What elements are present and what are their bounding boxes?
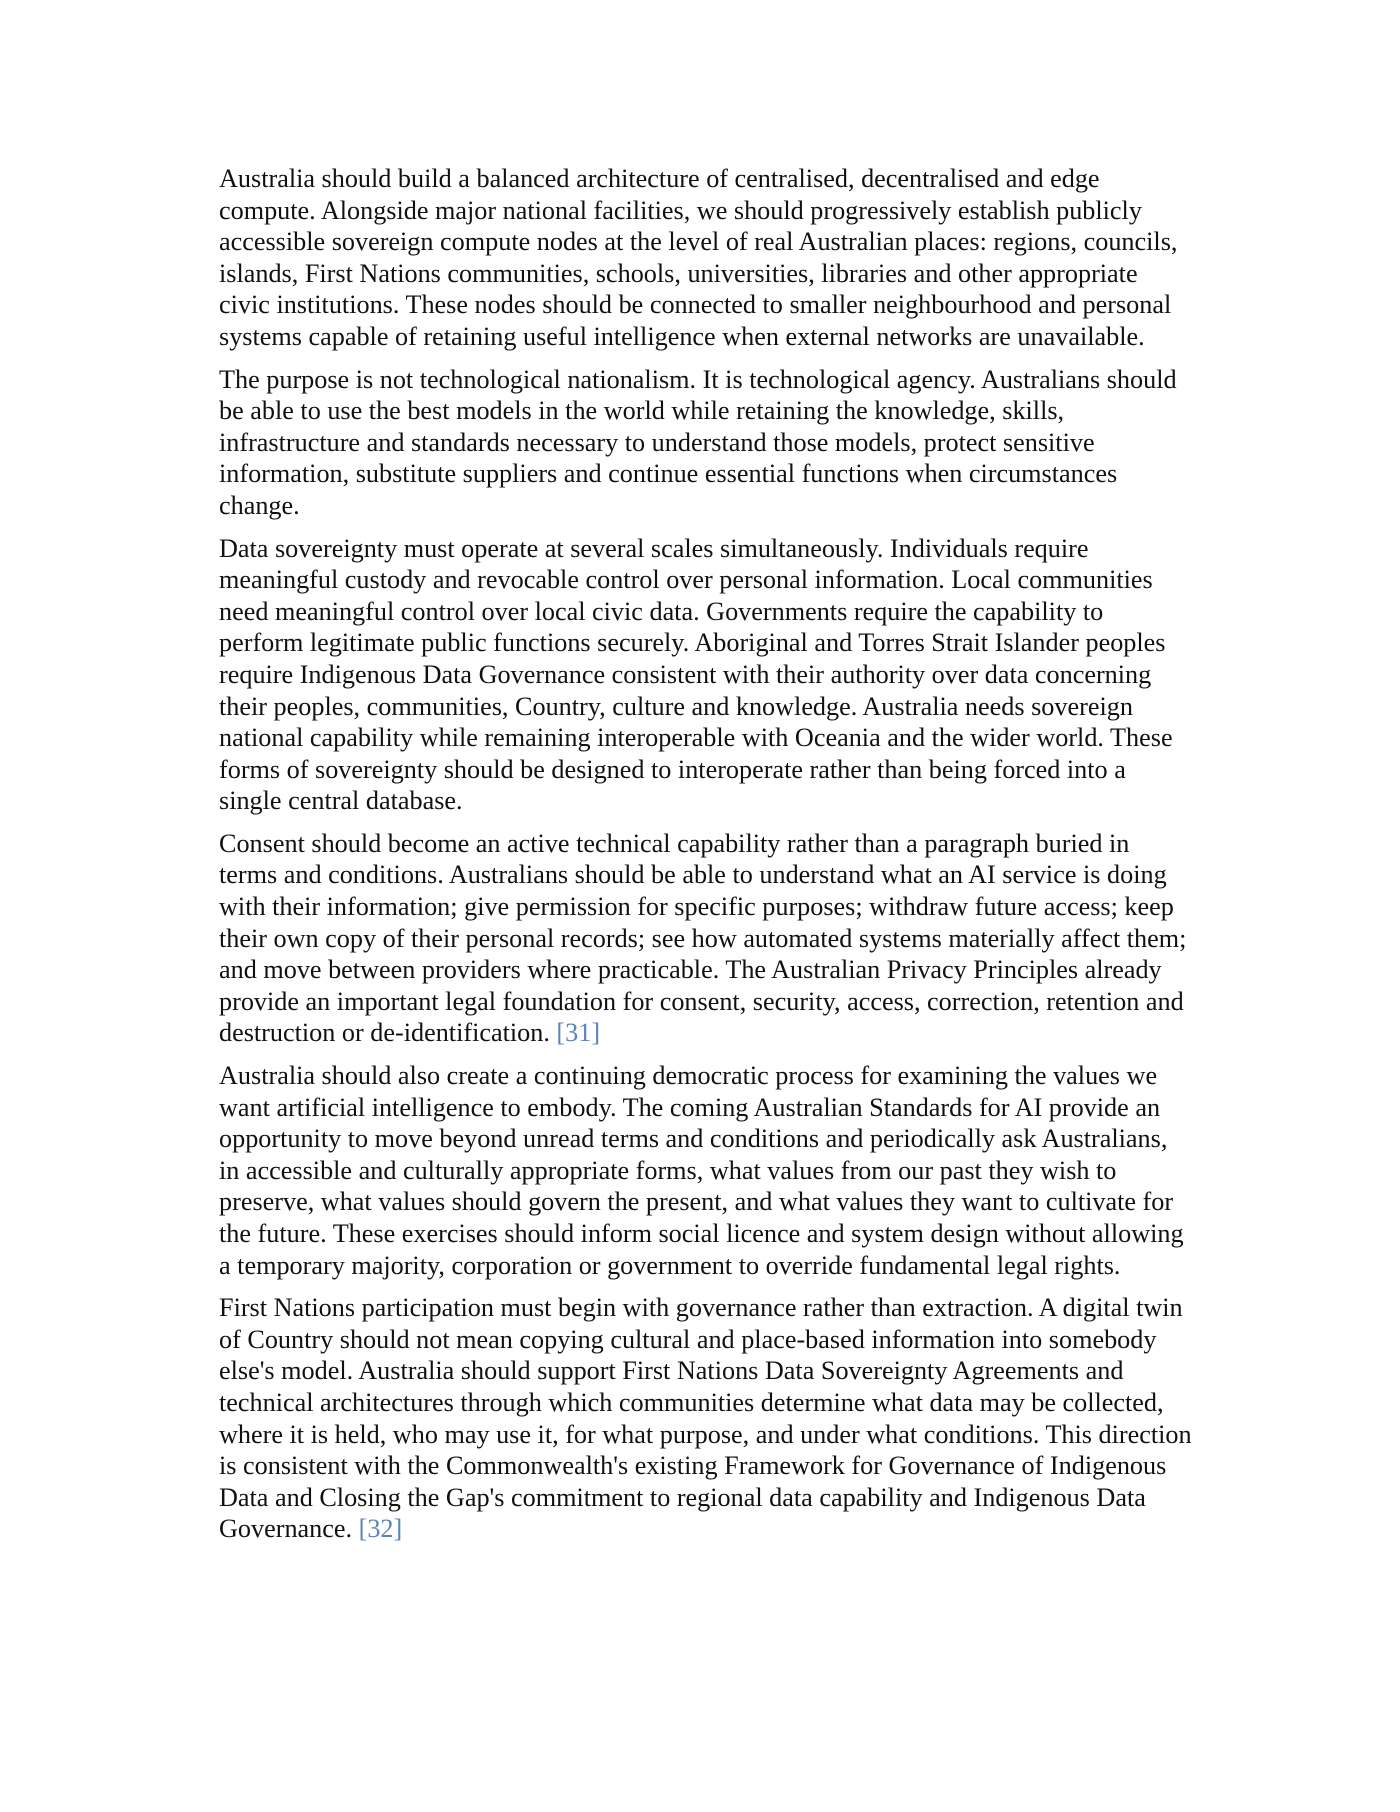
- paragraph-text: Australia should build a balanced architecture of centralised, decentralised and edge compute. Alongside major national facilities, we should progressively establish publicly accessible sovereign compute nodes at the level of real Australian places: regions, councils, islands, First Nations communities, schools, universities, libraries and other appropriate civic institutions. These nodes should be connected to smaller neighbourhood and personal systems capable of retaining useful intelligence when external networks are unavailable.: [219, 164, 1178, 351]
- paragraph-text: Data sovereignty must operate at several scales simultaneously. Individuals require meaningful custody and revocable control over personal information. Local communities need meaningful control over local civic data. Governments require the capability to perform legitimate public functions securely. Aboriginal and Torres Strait Islander peoples require Indigenous Data Governance consistent with their authority over data concerning their peoples, communities, Country, culture and knowledge. Australia needs sovereign national capability while remaining interoperable with Oceania and the wider world. These forms of sovereignty should be designed to interoperate rather than being forced into a single central database.: [219, 533, 1173, 816]
- paragraph-text: First Nations participation must begin with governance rather than extraction. A digital twin of Country should not mean copying cultural and place-based information into somebody else's model. Australia should support First Nations Data Sovereignty Agreements and technical architectures through which communities determine what data may be collected, where it is held, who may use it, for what purpose, and under what conditions. This direction is consistent with the Commonwealth's existing Framework for Governance of Indigenous Data and Closing the Gap's commitment to regional data capability and Indigenous Data Governance.: [219, 1293, 1192, 1544]
- citation-link-31[interactable]: [31]: [556, 1018, 601, 1048]
- document-body: [219, 163, 1194, 1556]
- paragraph-technological-agency: [219, 364, 1194, 522]
- paragraph-data-sovereignty: [219, 533, 1194, 817]
- paragraph-compute-architecture: [219, 163, 1194, 353]
- citation-link-32[interactable]: [32]: [358, 1514, 403, 1544]
- paragraph-first-nations: [219, 1292, 1194, 1545]
- paragraph-text: Consent should become an active technical capability rather than a paragraph buried in terms and conditions. Australians should be able to understand what an AI service is doing with their information; give permission for specific purposes; withdraw future access; keep their own copy of their personal records; see how automated systems materially affect them; and move between providers where practicable. The Australian Privacy Principles already provide an important legal foundation for consent, security, access, correction, retention and destruction or de-identification.: [219, 828, 1187, 1048]
- paragraph-democratic-process: [219, 1060, 1194, 1281]
- paragraph-text: Australia should also create a continuing democratic process for examining the values we want artificial intelligence to embody. The coming Australian Standards for AI provide an opportunity to move beyond unread terms and conditions and periodically ask Australians, in accessible and culturally appropriate forms, what values from our past they wish to preserve, what values should govern the present, and what values they want to cultivate for the future. These exercises should inform social licence and system design without allowing a temporary majority, corporation or government to override fundamental legal rights.: [219, 1061, 1184, 1280]
- paragraph-text: The purpose is not technological nationalism. It is technological agency. Australians should be able to use the best models in the world while retaining the knowledge, skills, infrastructure and standards necessary to understand those models, protect sensitive information, substitute suppliers and continue essential functions when circumstances change.: [219, 364, 1177, 520]
- paragraph-consent: [219, 828, 1194, 1049]
